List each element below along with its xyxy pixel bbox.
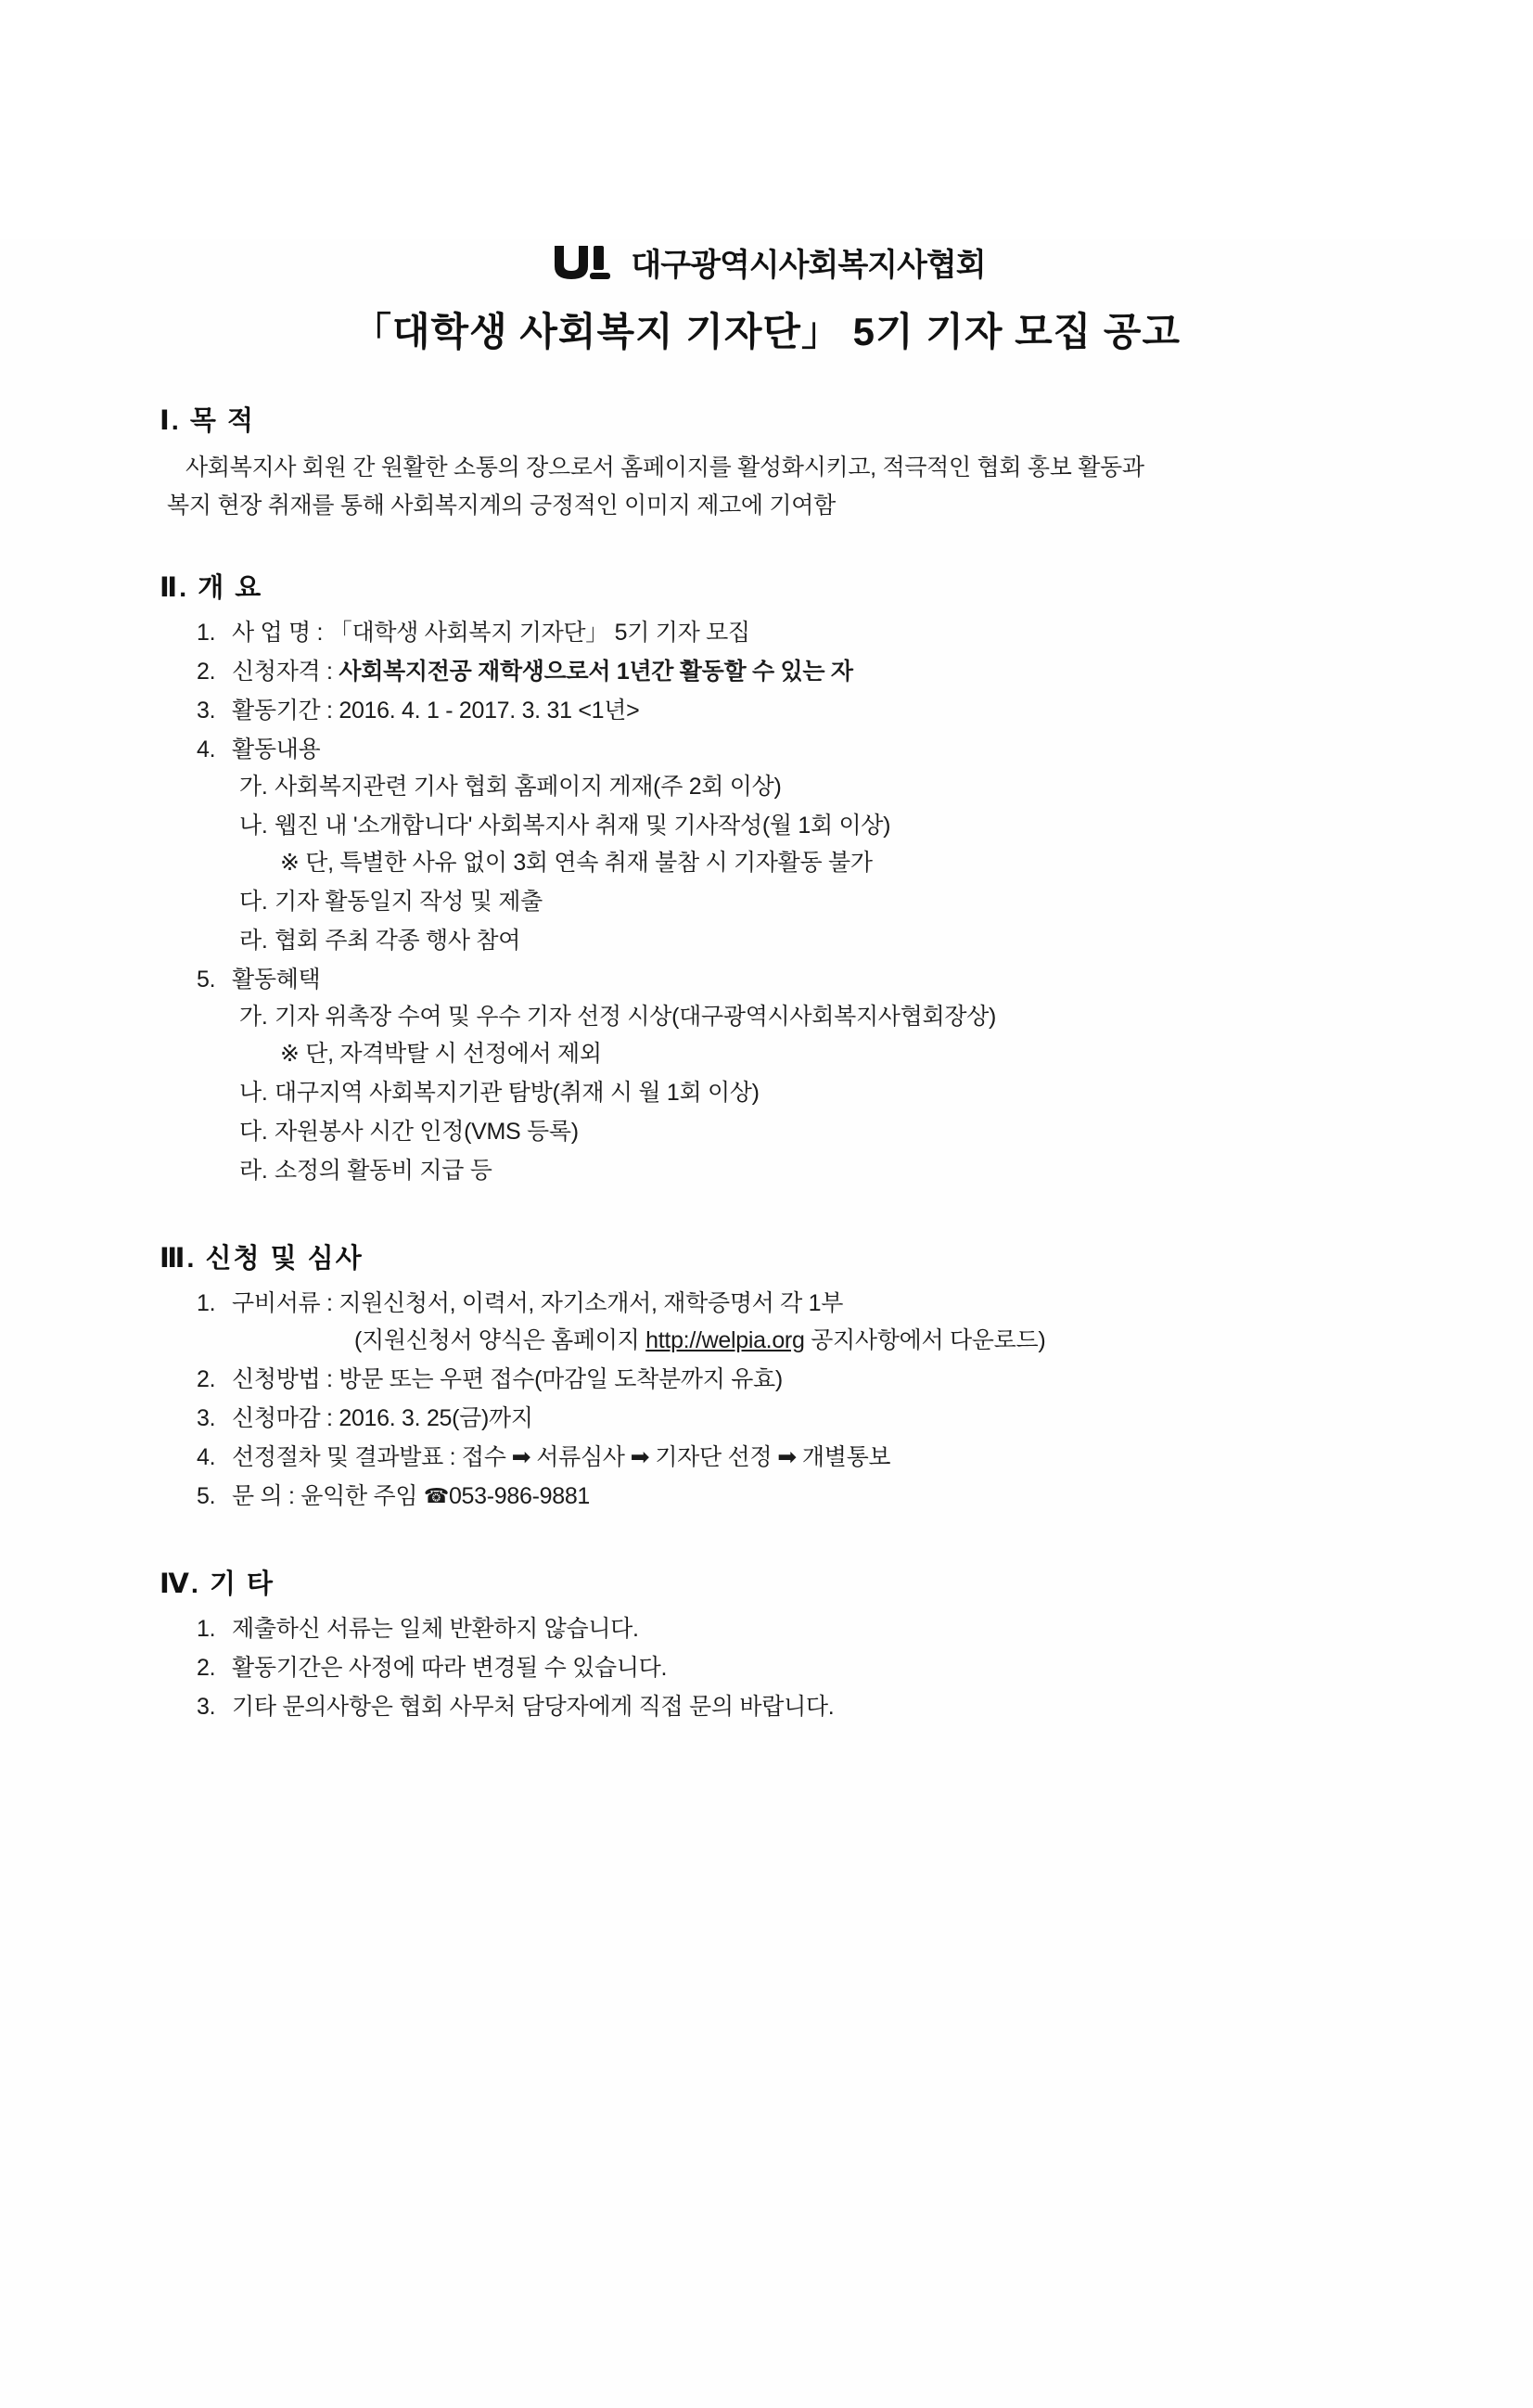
list-item	[197, 1688, 1394, 1725]
list-item	[197, 614, 1394, 651]
sub-mark: 나.	[239, 1080, 268, 1106]
application-list	[139, 1285, 1394, 1515]
item-number: 5.	[197, 1483, 216, 1509]
sub-text: 기자 활동일지 작성 및 제출	[275, 889, 543, 915]
download-note-post: 공지사항에서 다운로드)	[804, 1327, 1046, 1353]
item-text: 문 의 : 윤익한 주임	[232, 1483, 424, 1509]
list-item	[239, 1113, 1394, 1150]
item-label: 신청자격 :	[232, 659, 339, 685]
list-item	[197, 1649, 1394, 1686]
list-item	[197, 1610, 1394, 1647]
purpose-line-1: 사회복지사 회원 간 원활한 소통의 장으로서 홈페이지를 활성화시키고, 적극적인 협회 홍보 활동과	[185, 455, 1144, 480]
sub-text: 자원봉사 시간 인정(VMS 등록)	[275, 1119, 579, 1145]
flow-step-3: 기자단 선정	[655, 1444, 773, 1470]
arrow-icon: ➡	[630, 1444, 650, 1470]
flow-step-2: 서류심사	[536, 1444, 625, 1470]
section-heading-other: Ⅳ. 기 타	[160, 1569, 275, 1599]
overview-list	[139, 614, 1394, 1189]
arrow-icon: ➡	[777, 1444, 797, 1470]
section-heading-overview: Ⅱ. 개 요	[160, 573, 263, 603]
sub-mark: 다.	[239, 1119, 268, 1145]
item-text: 사 업 명 : 「대학생 사회복지 기자단」 5기 기자 모집	[232, 620, 750, 646]
activity-sub-list	[197, 768, 1394, 959]
section-other	[139, 1563, 1394, 1725]
list-item	[197, 1361, 1394, 1398]
list-item	[197, 731, 1394, 959]
benefit-sub-list	[197, 998, 1394, 1189]
item-number: 4.	[197, 1444, 216, 1470]
item-text: 활동기간은 사정에 따라 변경될 수 있습니다.	[232, 1655, 668, 1681]
sub-note: ※ 단, 자격박탈 시 선정에서 제외	[280, 1041, 602, 1067]
item-number: 1.	[197, 620, 216, 646]
item-text: 활동기간 : 2016. 4. 1 - 2017. 3. 31 <1년>	[232, 698, 640, 724]
purpose-line-2: 복지 현장 취재를 통해 사회복지계의 긍정적인 이미지 제고에 기여함	[167, 492, 836, 519]
sub-mark: 나.	[239, 813, 268, 839]
sub-mark: 라.	[239, 1158, 268, 1184]
sub-mark: 라.	[239, 928, 268, 954]
sub-text: 사회복지관련 기사 협회 홈페이지 게재(주 2회 이상)	[275, 774, 782, 800]
item-number: 4.	[197, 736, 216, 762]
arrow-icon: ➡	[511, 1444, 531, 1470]
item-number: 3.	[197, 698, 216, 724]
list-item	[197, 961, 1394, 1189]
list-item	[197, 1478, 1394, 1515]
item-number: 5.	[197, 967, 216, 993]
item-number: 3.	[197, 1405, 216, 1431]
list-item	[239, 998, 1394, 1072]
item-number: 2.	[197, 1366, 216, 1392]
item-text: 신청방법 : 방문 또는 우편 접수(마감일 도착분까지 유효)	[232, 1366, 783, 1392]
item-text: 활동내용	[232, 736, 321, 762]
item-text: 신청마감 : 2016. 3. 25(금)까지	[232, 1405, 533, 1431]
sub-text: 소정의 활동비 지급 등	[275, 1158, 492, 1184]
sub-mark: 가.	[239, 1004, 268, 1030]
list-item	[239, 768, 1394, 805]
list-item	[197, 1439, 1394, 1476]
item-number: 1.	[197, 1616, 216, 1642]
sub-text: 협회 주최 각종 행사 참여	[275, 928, 521, 954]
item-text-bold: 사회복지전공 재학생으로서 1년간 활동할 수 있는 자	[339, 659, 853, 685]
item-number: 3.	[197, 1694, 216, 1720]
list-item	[197, 653, 1394, 690]
organization-name: 대구광역시사회복지사협회	[631, 248, 986, 283]
list-item	[239, 883, 1394, 920]
list-item	[239, 807, 1394, 881]
document-page	[0, 239, 1533, 2408]
flow-label: 선정절차 및 결과발표 :	[232, 1444, 462, 1470]
section-heading-purpose: Ⅰ. 목 적	[160, 406, 255, 436]
list-item	[239, 1074, 1394, 1111]
sub-mark: 다.	[239, 889, 268, 915]
flow-step-1: 접수	[461, 1444, 506, 1470]
sub-note: ※ 단, 특별한 사유 없이 3회 연속 취재 불참 시 기자활동 불가	[280, 850, 873, 876]
organization-header	[139, 239, 1394, 285]
sub-text: 기자 위촉장 수여 및 우수 기자 선정 시상(대구광역시사회복지사협회장상)	[275, 1004, 997, 1030]
sub-text: 대구지역 사회복지기관 탐방(취재 시 월 1회 이상)	[275, 1080, 760, 1106]
list-item	[239, 1152, 1394, 1189]
flow-step-4: 개별통보	[801, 1444, 891, 1470]
item-number: 2.	[197, 1655, 216, 1681]
section-overview	[139, 567, 1394, 1189]
download-note	[197, 1322, 1394, 1359]
item-number: 2.	[197, 659, 216, 685]
sub-mark: 가.	[239, 774, 268, 800]
list-item	[239, 922, 1394, 959]
list-item	[197, 1400, 1394, 1437]
section-purpose	[139, 400, 1394, 524]
welpia-link[interactable]: http://welpia.org	[645, 1327, 805, 1353]
sub-text: 웹진 내 '소개합니다' 사회복지사 취재 및 기사작성(월 1회 이상)	[275, 813, 891, 839]
page-title: 「대학생 사회복지 기자단」 5기 기자 모집 공고	[351, 310, 1182, 353]
purpose-paragraph	[139, 449, 1394, 524]
item-text: 기타 문의사항은 협회 사무처 담당자에게 직접 문의 바랍니다.	[232, 1694, 835, 1720]
section-application	[139, 1237, 1394, 1515]
contact-phone: 053-986-9881	[448, 1483, 591, 1509]
item-number: 1.	[197, 1290, 216, 1316]
association-logo-icon	[547, 242, 618, 283]
download-note-pre: (지원신청서 양식은 홈페이지	[354, 1327, 646, 1353]
list-item	[197, 692, 1394, 729]
item-text: 제출하신 서류는 일체 반환하지 않습니다.	[232, 1616, 639, 1642]
section-heading-application: Ⅲ. 신청 및 심사	[160, 1244, 364, 1274]
other-list	[139, 1610, 1394, 1725]
item-text: 활동혜택	[232, 967, 321, 993]
list-item	[197, 1285, 1394, 1359]
telephone-icon: ☎	[423, 1484, 449, 1507]
item-text: 구비서류 : 지원신청서, 이력서, 자기소개서, 재학증명서 각 1부	[232, 1290, 844, 1316]
